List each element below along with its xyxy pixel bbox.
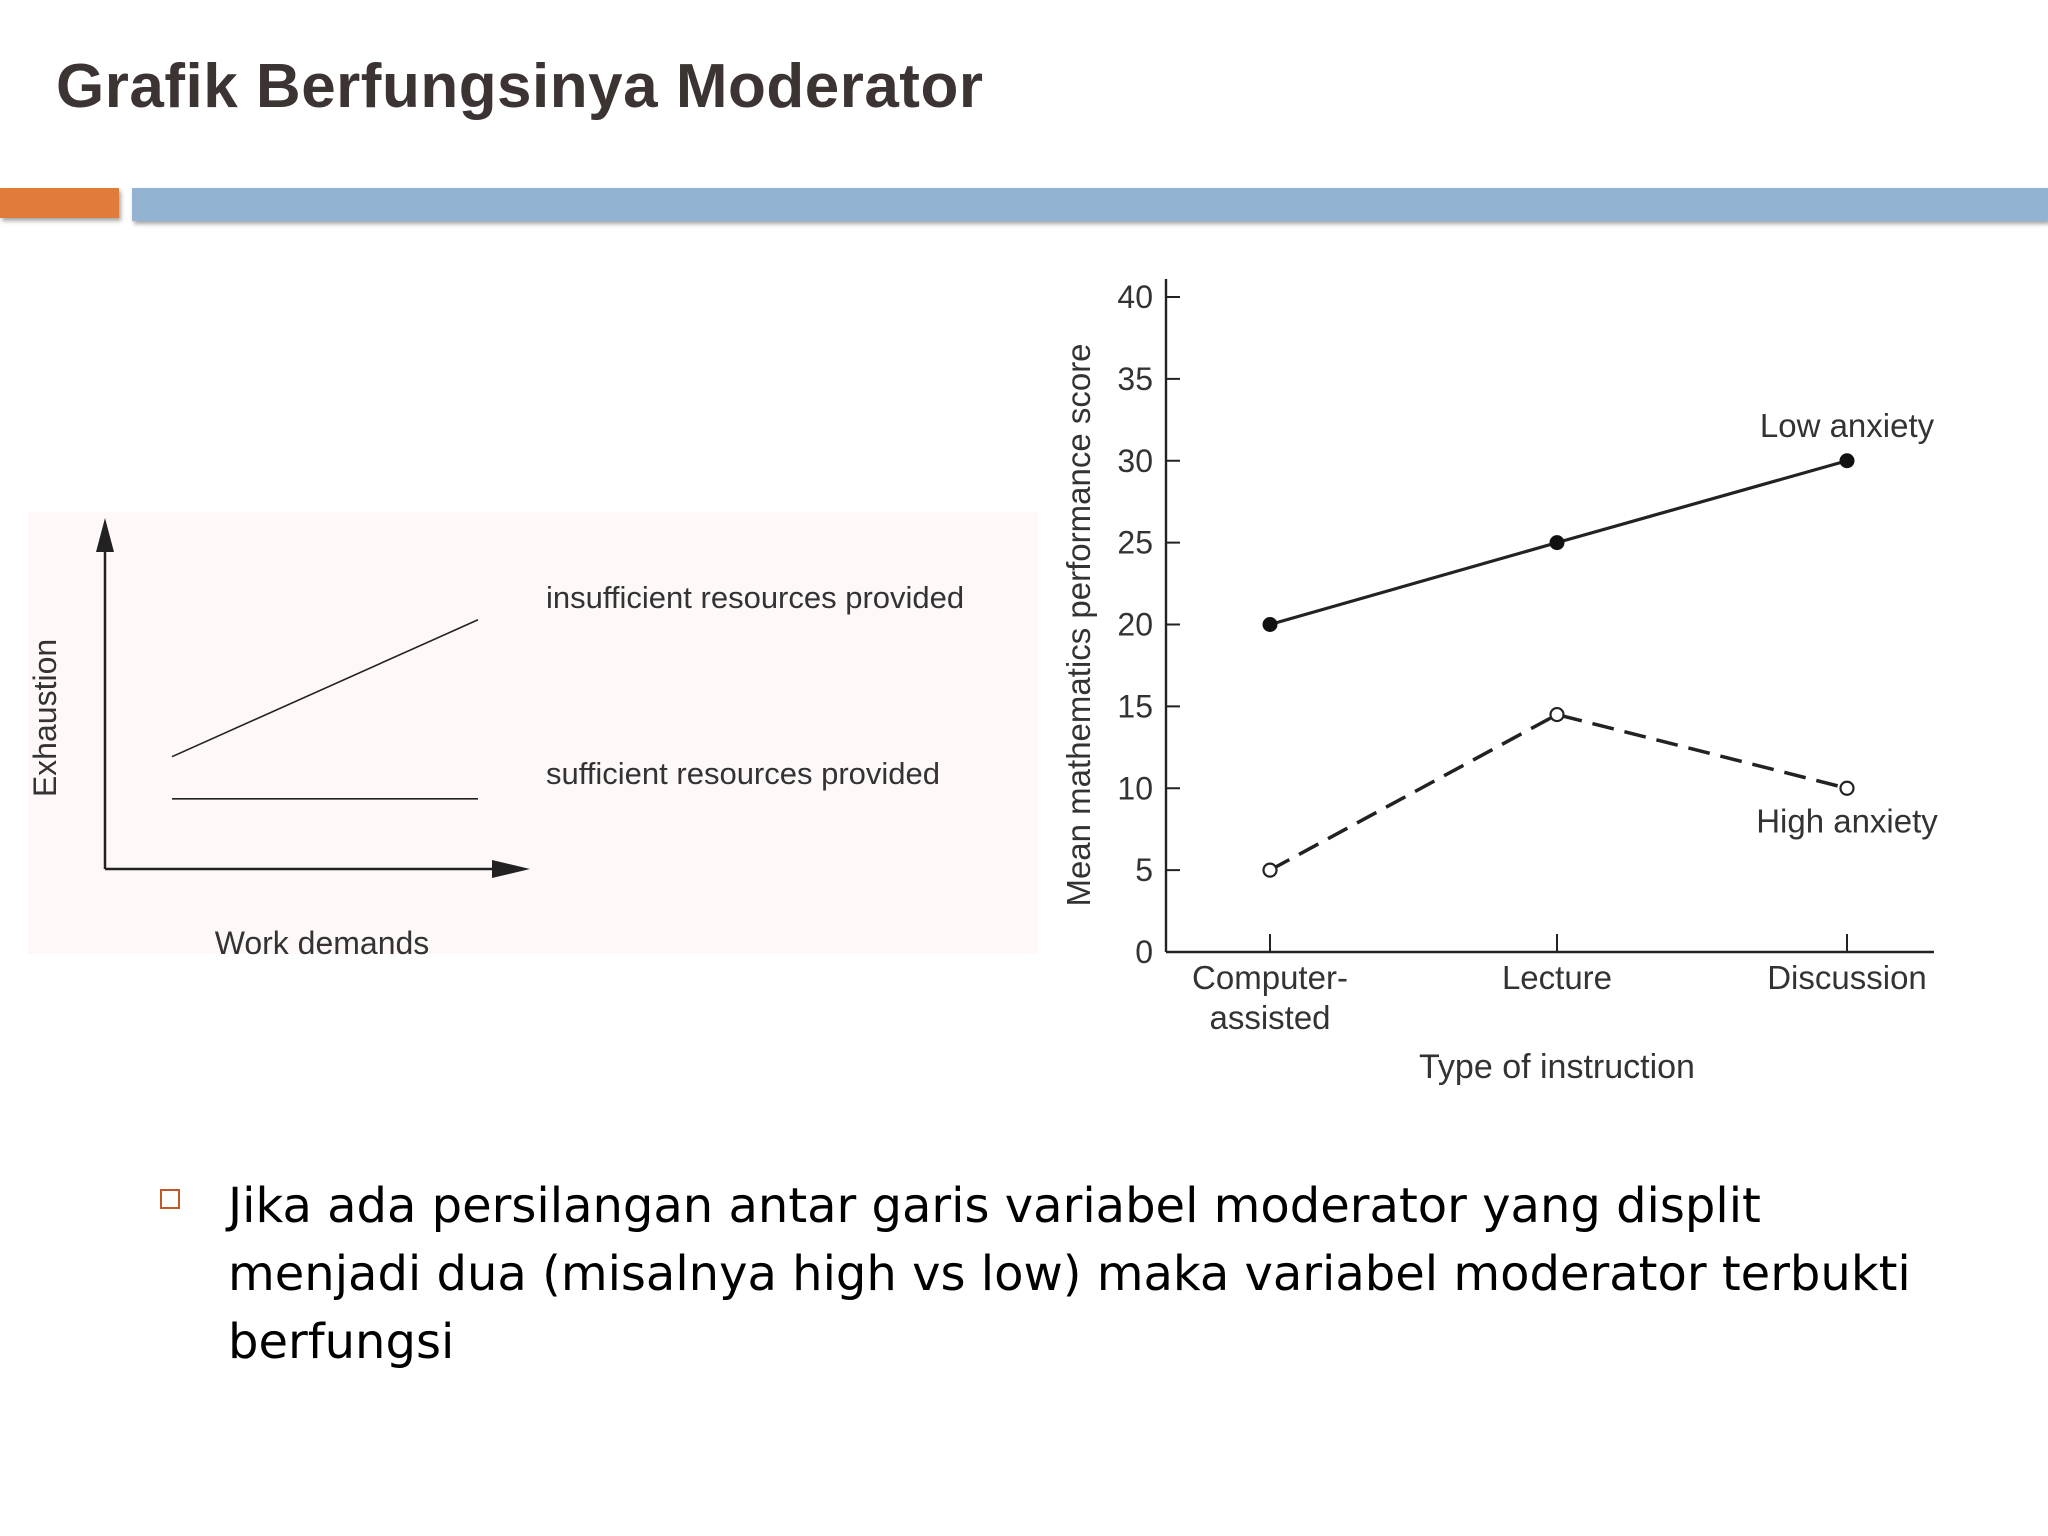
y-tick-label: 20	[1117, 606, 1153, 643]
y-tick-label: 40	[1117, 279, 1153, 315]
x-tick-label: Discussion	[1767, 959, 1927, 996]
data-point-low-anxiety	[1550, 535, 1565, 550]
data-point-high-anxiety	[1264, 864, 1277, 877]
series-label-insufficient-resources-provided: insufficient resources provided	[546, 579, 965, 615]
y-tick-label: 25	[1117, 524, 1153, 561]
y-tick-label: 15	[1117, 688, 1153, 725]
x-axis-label: Type of instruction	[1419, 1048, 1695, 1086]
x-tick-label: Lecture	[1501, 959, 1613, 996]
y-axis-label: Mean mathematics performance score	[1060, 343, 1097, 907]
y-tick-label: 35	[1117, 360, 1153, 397]
y-tick-label: 30	[1117, 442, 1153, 479]
y-tick-label: 10	[1117, 770, 1153, 807]
series-label-high-anxiety: High anxiety	[1756, 802, 1938, 840]
data-point-high-anxiety	[1841, 782, 1854, 795]
y-tick-label: 0	[1135, 934, 1153, 970]
square-bullet-icon	[160, 1189, 180, 1209]
y-tick-label: 5	[1135, 852, 1153, 889]
slide-title: Grafik Berfungsinya Moderator	[56, 52, 984, 121]
x-axis-label: Work demands	[214, 925, 430, 961]
series-label-low-anxiety: Low anxiety	[1759, 406, 1935, 444]
data-point-high-anxiety	[1551, 708, 1564, 721]
x-tick-label: Computer-assisted	[1192, 959, 1348, 1036]
bullet-text: Jika ada persilangan antar garis variabel moderator yang displit menjadi dua (misalnya high vs low) maka variabel moderator terbukti berfungsi	[228, 1178, 1911, 1370]
data-point-low-anxiety	[1840, 453, 1855, 468]
series-line-high-anxiety	[1270, 715, 1847, 871]
y-axis-label: Exhaustion	[27, 638, 63, 798]
series-label-sufficient-resources-provided: sufficient resources provided	[546, 755, 941, 791]
data-point-low-anxiety	[1263, 617, 1278, 632]
